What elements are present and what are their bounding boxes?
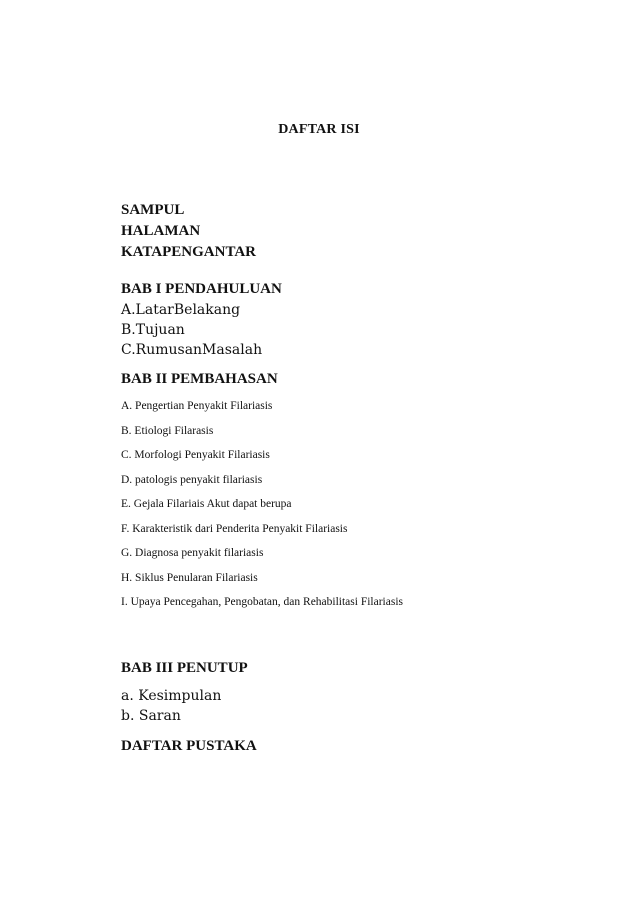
- front-matter-item: KATAPENGANTAR: [121, 244, 256, 260]
- chapter-1-list: [121, 300, 262, 360]
- chapter-1-item: A.LatarBelakang: [121, 302, 241, 318]
- chapter-2-item: D. patologis penyakit filariasis: [121, 473, 263, 486]
- chapter-2-item: A. Pengertian Penyakit Filariasis: [121, 400, 273, 412]
- chapter-2-item: B. Etiologi Filarasis: [121, 424, 214, 437]
- chapter-2-list: [121, 400, 403, 621]
- bibliography-heading: DAFTAR PUSTAKA: [121, 738, 257, 754]
- chapter-1-item: B.Tujuan: [121, 322, 185, 338]
- chapter-3-item: a. Kesimpulan: [121, 688, 222, 704]
- chapter-2-item: E. Gejala Filariais Akut dapat berupa: [121, 498, 292, 510]
- chapter-3-list: [121, 686, 221, 726]
- front-matter-item: HALAMAN: [121, 223, 201, 239]
- chapter-1-item: C.RumusanMasalah: [121, 342, 263, 358]
- front-matter-item: SAMPUL: [121, 202, 185, 218]
- chapter-3-heading: BAB III PENUTUP: [121, 660, 248, 676]
- chapter-2-item: F. Karakteristik dari Penderita Penyakit Filariasis: [121, 522, 348, 535]
- front-matter-list: [121, 200, 256, 263]
- chapter-1-heading: BAB I PENDAHULUAN: [121, 281, 282, 297]
- chapter-2-item: C. Morfologi Penyakit Filariasis: [121, 449, 270, 461]
- chapter-2-heading: BAB II PEMBAHASAN: [121, 371, 278, 387]
- chapter-2-item: I. Upaya Pencegahan, Pengobatan, dan Rehabilitasi Filariasis: [121, 596, 403, 608]
- chapter-2-item: H. Siklus Penularan Filariasis: [121, 571, 258, 584]
- page-title: DAFTAR ISI: [278, 122, 360, 137]
- chapter-2-item: G. Diagnosa penyakit filariasis: [121, 547, 264, 559]
- chapter-3-item: b. Saran: [121, 708, 181, 724]
